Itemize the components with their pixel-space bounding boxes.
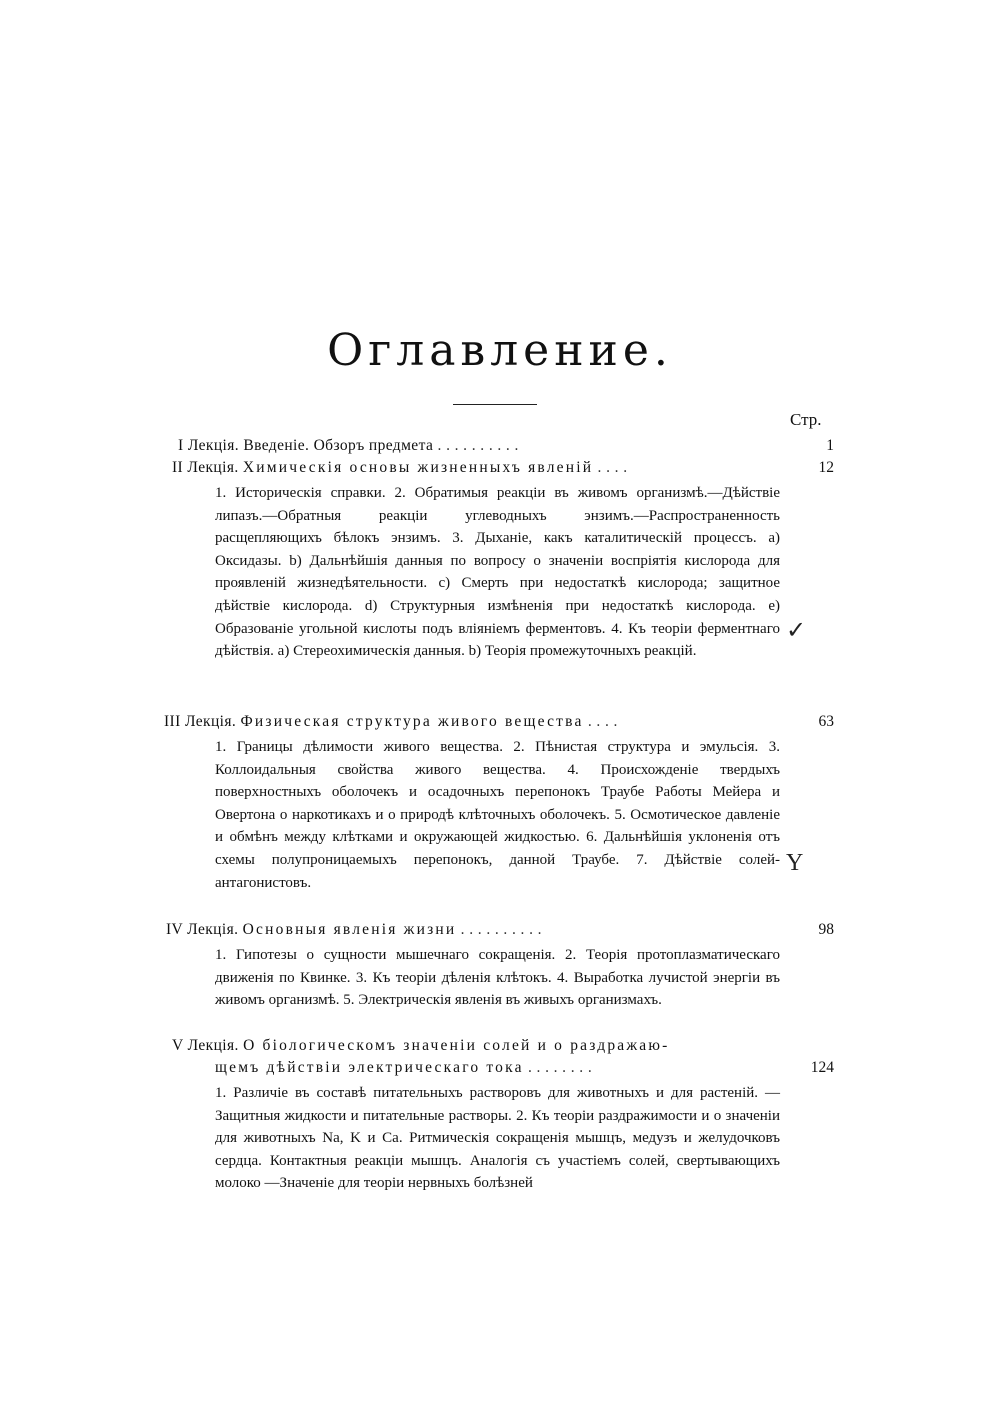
dot-leader: . . . . . . . . . . [460,921,542,938]
page-number: 98 [818,921,834,938]
lecture-label: I Лекція. [178,437,240,454]
dot-leader: . . . . . . . . . . [437,437,519,454]
toc-entry-5-continued [215,1058,592,1078]
lecture-description: 1. Различіе въ составѣ питательныхъ растворовъ для животныхъ и для растеній. — Защитныя жидкости и питательные растворы. 2. Къ теоріи раздражимости и о значеніи для животныхъ Na, K и Ca. Ритмическія сокращенія мышцъ, медузъ и желудочковъ сердца. Контактныя реакціи мышцъ. Аналогія съ участіемъ солей, свертывающихъ молоко —Значеніе для теоріи нервныхъ болѣзней [215,1085,780,1192]
page-number: 1 [826,437,834,454]
lecture-label: V Лекція. [172,1037,239,1054]
dot-leader: . . . . [597,459,628,476]
lecture-heading: Химическія основы жизненныхъ явленій [242,459,594,476]
lecture-description: 1. Границы дѣлимости живого вещества. 2. Пѣнистая структура и эмульсія. 3. Коллоидальныя свойства живого вещества. 4. Происхожденіе твердыхъ поверхностныхъ оболочекъ и осадочныхъ перепонокъ Траубе Работы Мейера и Овертона о наркотикахъ и о природѣ клѣточныхъ оболочекъ. 5. Осмотическое давленіе и обмѣнъ между клѣтками и окружающей жидкостью. 6. Дальнѣйшія уклоненія отъ схемы полупроницаемыхъ перепонокъ, данной Траубе. 7. Дѣйствіе солей-антагонистовъ. [215,739,780,891]
toc-entry-1[interactable] [178,436,519,456]
toc-entry-5[interactable] [172,1036,670,1056]
page-number: 124 [810,1059,834,1076]
lecture-label: III Лекція. [164,713,237,730]
page-title: Оглавление. [327,325,673,376]
page-column-header: Стр. [790,410,822,429]
page-number: 12 [818,459,834,476]
lecture-description: 1. Историческія справки. 2. Обратимыя реакціи въ живомъ организмѣ.—Дѣйствіе липазъ.—Обратныя реакціи углеводныхъ энзимъ.—Распространенность расщепляющихъ бѣлокъ энзимъ. 3. Дыханіе, какъ каталитическій процессъ. a) Оксидазы. b) Дальнѣйшія данныя по вопросу о значеніи воспріятія кислорода для проявленій жизнедѣятельности. c) Смерть при недостаткѣ кислорода; защитное дѣйствіе кислорода. d) Структурныя измѣненія при недостаткѣ кислорода. e) Образованіе угольной кислоты подъ вліяніемъ ферментовъ. 4. Къ теоріи ферментнаго дѣйствія. a) Стереохимическія данныя. b) Теорія промежуточныхъ реакцій. [215,485,780,660]
toc-entry-3[interactable] [164,712,618,732]
lecture-label: IV Лекція. [166,921,239,938]
dot-leader: . . . . . . . . [527,1059,593,1076]
toc-entry-4[interactable] [166,920,542,940]
lecture-heading: О біологическомъ значеніи солей и о раздражаю- [243,1037,670,1054]
lecture-heading: Основныя явленія жизни [242,921,457,938]
dot-leader: . . . . [587,713,618,730]
page-number: 63 [818,713,834,730]
lecture-label: II Лекція. [172,459,239,476]
margin-y-mark: Y [786,850,804,876]
margin-check-mark: ✓ [786,618,807,644]
lecture-heading: Физическая структура живого вещества [240,713,584,730]
toc-entry-2[interactable] [172,458,627,478]
lecture-heading: Введеніе. Обзоръ предмета [243,437,434,454]
lecture-heading-continued: щемъ дѣйствіи электрическаго тока [215,1059,524,1076]
lecture-description: 1. Гипотезы о сущности мышечнаго сокращенія. 2. Теорія протоплазматическаго движенія по Квинке. 3. Къ теоріи дѣленія клѣтокъ. 4. Выработка лучистой энергіи въ живомъ организмѣ. 5. Электрическія явленія въ живыхъ организмахъ. [215,947,780,1009]
